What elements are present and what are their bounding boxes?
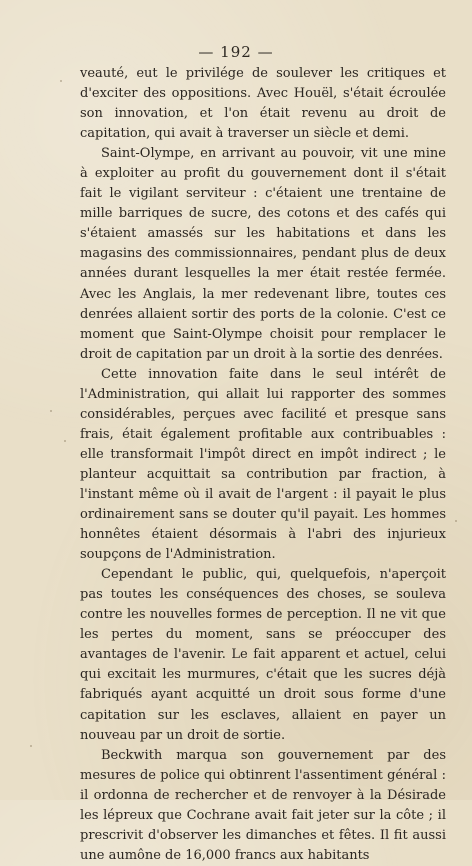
paper-speck: [455, 520, 457, 522]
paper-speck: [30, 745, 32, 747]
paragraph-saint-olympe: Saint-Olympe, en arrivant au pouvoir, vit une mine à exploiter au profit du gouvernement dont il s'était fait le vigilant serviteur : c'étaient une trentaine de mille barriques de sucre, des cotons et des cafés qui s'étaient amassés sur les habitations et dans les magasins des commissionnaires, pendant plus de deux années durant lesquelles la mer était restée fermée. Avec les Anglais, la mer redevenant libre, toutes ces denrées allaient sortir des ports de la colonie. C'est ce moment que Saint-Olympe choisit pour remplacer le droit de capitation par un droit à la sortie des denrées.: [80, 146, 446, 362]
paper-speck: [60, 80, 62, 82]
body-text: [80, 64, 446, 866]
paragraph-innovation: Cette innovation faite dans le seul intérêt de l'Administration, qui allait lui rapporter des sommes considérables, perçues avec facilité et presque sans frais, était également profitable aux contribuables : elle transformait l'impôt direct en impôt indirect ; le planteur acquittait sa contribution par fraction, à l'instant même où il avait de l'argent : il payait le plus ordinairement sans se douter qu'il payait. Les hommes honnêtes étaient désormais à l'abri des injurieux soupçons de l'Administration.: [80, 366, 446, 563]
paper-speck: [440, 330, 442, 332]
paragraph-beckwith: Beckwith marqua son gouvernement par des mesures de police qui obtinrent l'assentiment général : il ordonna de rechercher et de renvoyer à la Désirade les lépreux que Cochrane avait fait jeter sur la côte ; il prescrivit d'observer les dimanches et fêtes. Il fit aussi une aumône de 16,000 francs aux habitants: [80, 747, 446, 863]
paper-speck: [50, 410, 52, 412]
paragraph-public-reaction: Cependant le public, qui, quelquefois, n'aperçoit pas toutes les conséquences des choses, se souleva contre les nouvelles formes de perception. Il ne vit que les pertes du moment, sans se préoccuper des avantages de l'avenir. Le fait apparent et actuel, celui qui excitait les murmures, c'était que les sucres déjà fabriqués ayant acquitté un droit sous forme d'une capitation sur les esclaves, allaient en payer un nouveau par un droit de sortie.: [80, 567, 446, 743]
paper-speck: [64, 440, 66, 442]
paragraph-continuation: veauté, eut le privilége de soulever les critiques et d'exciter des oppositions. Avec Houël, s'était écroulée son innovation, et l'on était revenu au droit de capitation, qui avait à traverser un siècle et demi.: [80, 66, 446, 142]
paper-speck: [250, 730, 252, 732]
page-number: — 192 —: [198, 43, 274, 61]
